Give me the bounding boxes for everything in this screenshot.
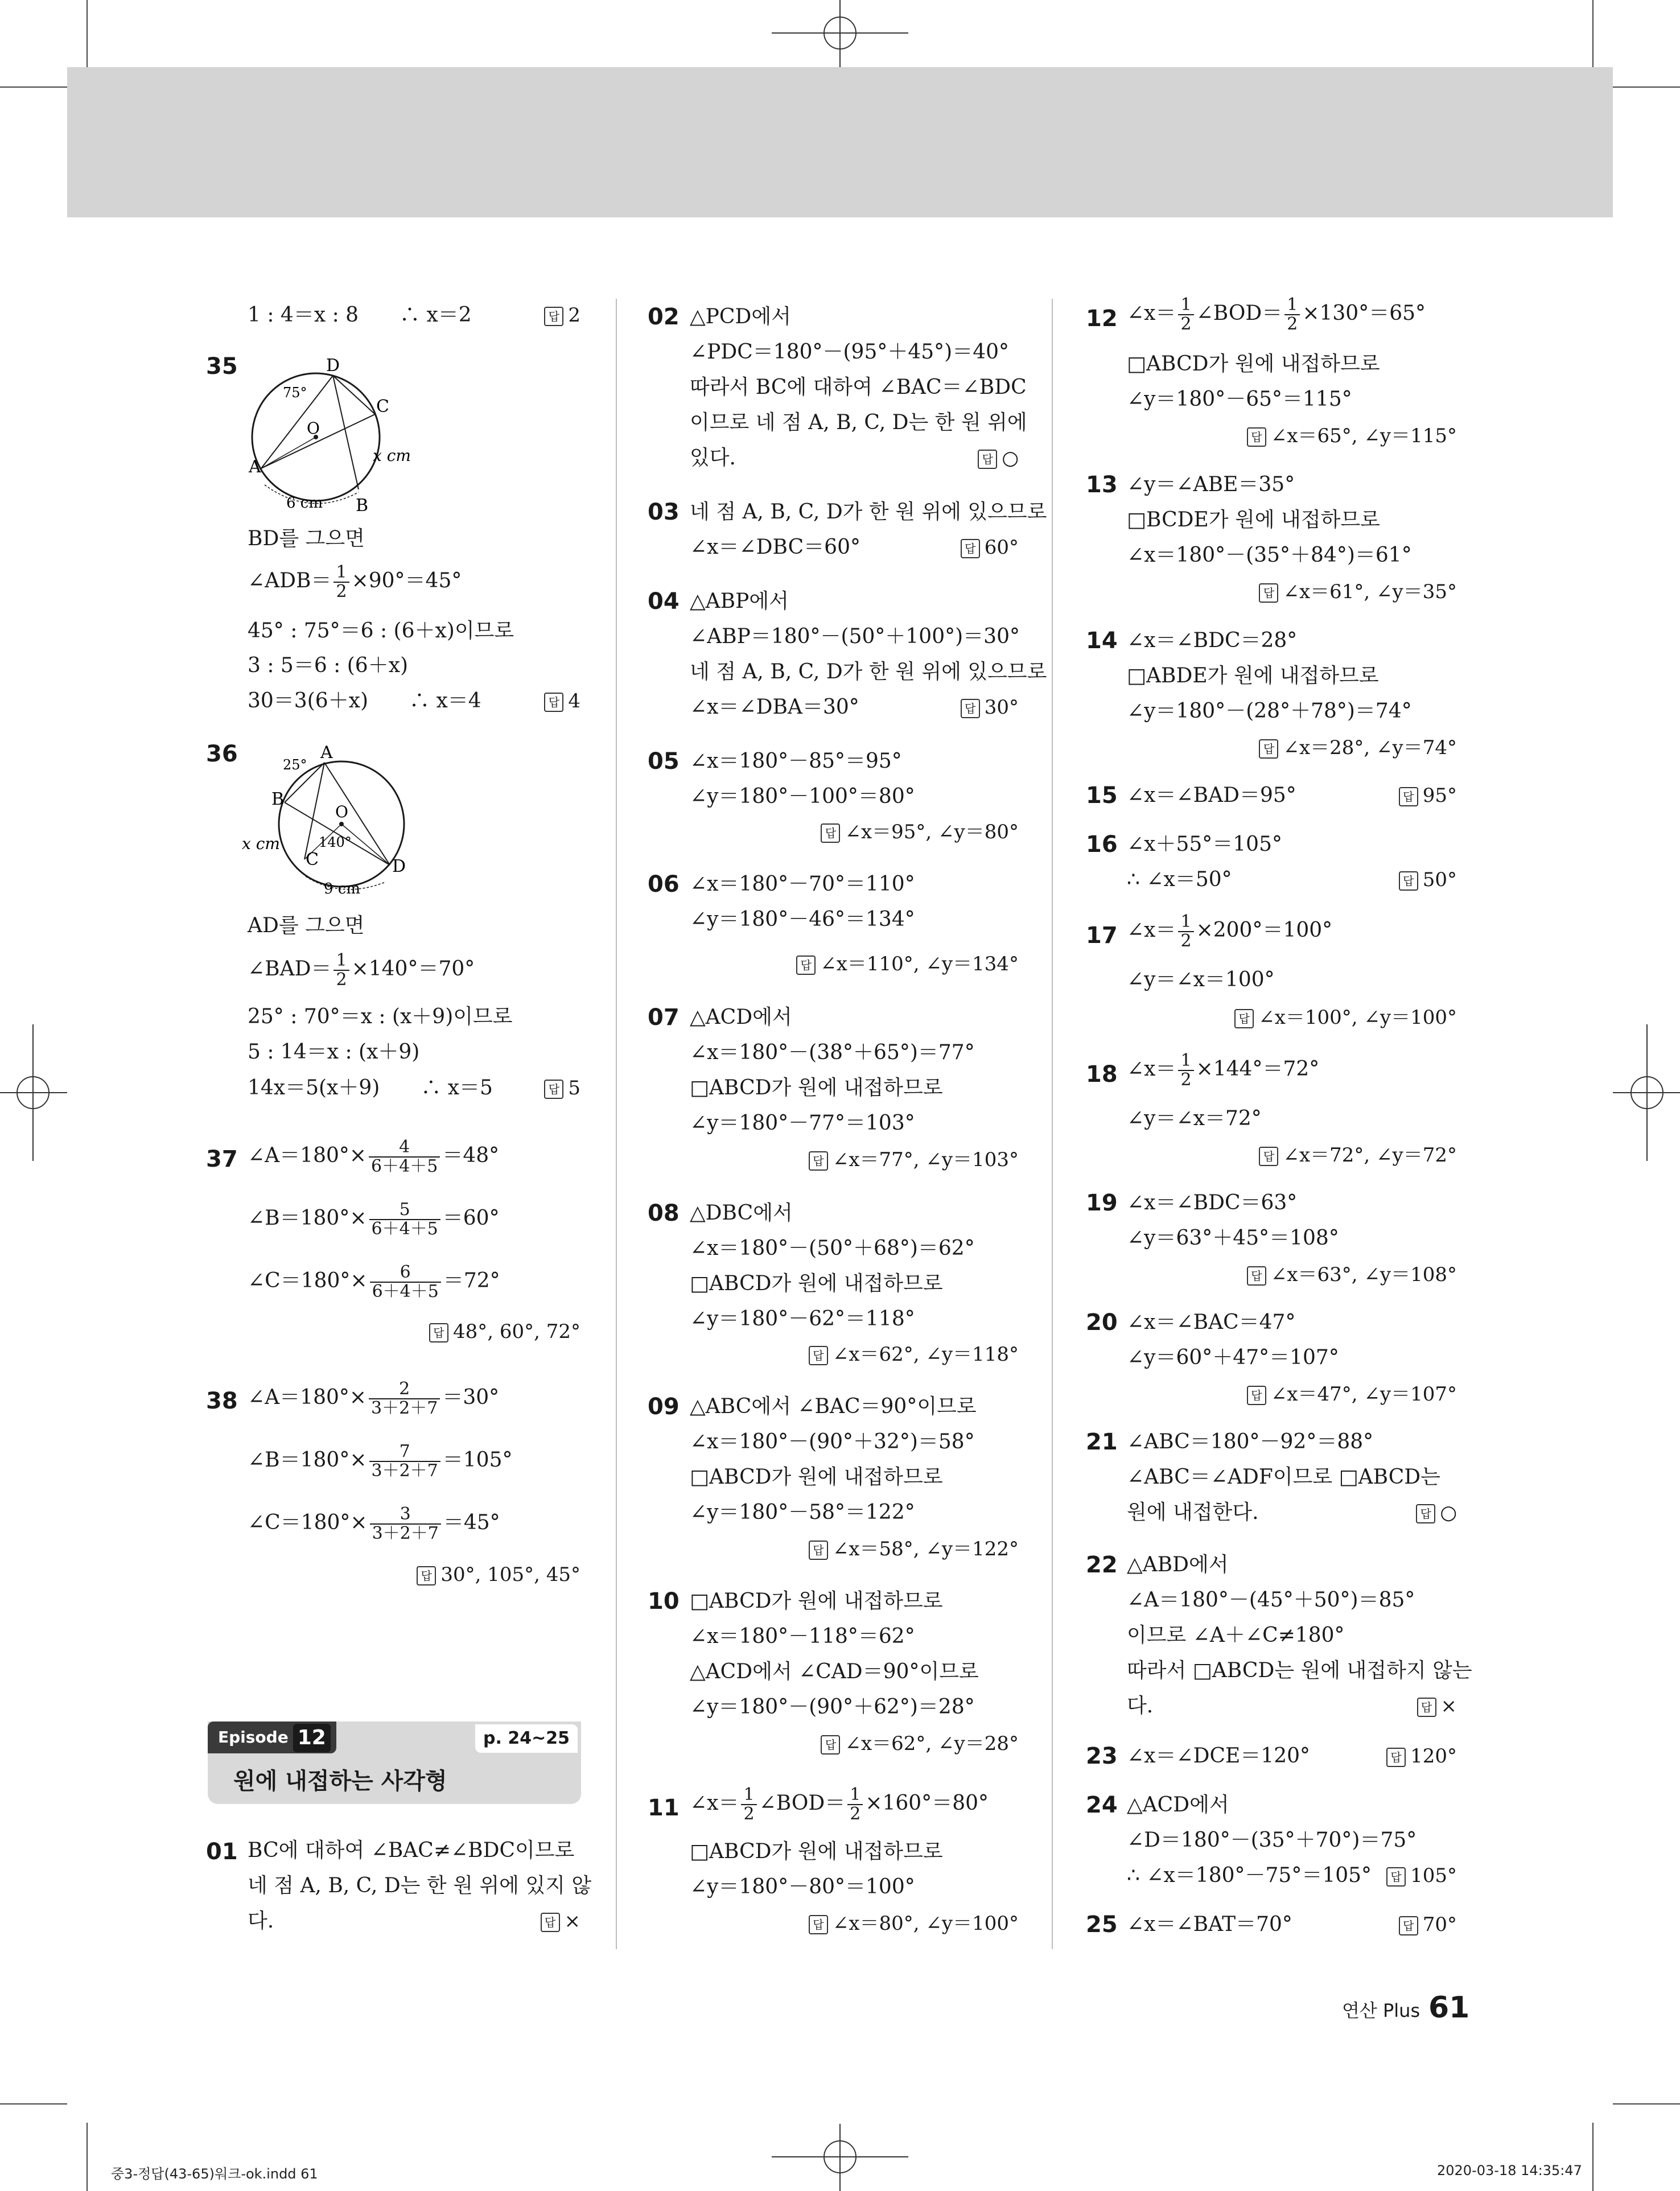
solution-line: 네 점 A, B, C, D는 한 원 위에 있지 않 xyxy=(248,1874,592,1897)
angle-label: 140° xyxy=(319,834,352,850)
problem-number: 21 xyxy=(1086,1429,1118,1455)
registration-mark-bottom xyxy=(772,2124,908,2191)
solution-line: □BCDE가 원에 내접하므로 xyxy=(1127,508,1380,532)
registration-mark-top xyxy=(772,0,908,67)
vertex-label: D xyxy=(392,856,406,876)
vertex-label: B xyxy=(271,789,285,809)
solution-line: ∠y＝180°－58°＝122° xyxy=(690,1501,915,1524)
solution-line: ∠x＝ $\frac{1}{2}$ ×144°＝72° xyxy=(1127,1051,1320,1090)
solution-line: ∠x＝180°－(50°＋68°)＝62° xyxy=(690,1237,975,1260)
episode-tab: Episode 12 xyxy=(208,1722,336,1753)
center-label: O xyxy=(307,419,320,438)
solution-line: 5 : 14＝x : (x＋9) xyxy=(248,1040,420,1064)
solution-line: ∠y＝180°－80°＝100° xyxy=(690,1875,915,1898)
solution-line: △ACD에서 xyxy=(1127,1793,1229,1817)
solution-line: 다. xyxy=(248,1909,274,1933)
file-info: 중3-정답(43-65)워크-ok.indd 61 xyxy=(111,2166,318,2182)
answer: 답 105° xyxy=(1354,1863,1457,1888)
solution-line: ∠y＝∠x＝72° xyxy=(1127,1107,1262,1130)
crop-mark xyxy=(87,0,88,67)
solution-line: ∠x＝ $\frac{1}{2}$ ∠BOD＝ $\frac{1}{2}$ ×160°＝80° xyxy=(690,1785,989,1824)
answer: 답 ○ xyxy=(928,446,1019,471)
answer: 답 ○ xyxy=(1366,1500,1457,1525)
solution-line: ∠y＝180°－65°＝115° xyxy=(1127,388,1352,411)
problem-number: 03 xyxy=(648,499,680,525)
solution-line: 네 점 A, B, C, D가 한 원 위에 있으므로 xyxy=(690,500,1047,524)
solution-line: ∠x＝∠DCE＝120° xyxy=(1127,1744,1311,1768)
solution-line: ∠x＝∠DBC＝60° xyxy=(690,536,860,559)
column-divider xyxy=(1052,299,1053,1949)
solution-line: 이므로 ∠A＋∠C≠180° xyxy=(1127,1624,1345,1647)
crop-mark xyxy=(1613,2103,1680,2104)
solution-line: □ABCD가 원에 내접하므로 xyxy=(690,1840,943,1863)
problem-number: 37 xyxy=(206,1146,238,1172)
problem-number: 06 xyxy=(648,871,680,897)
answer: 답 ∠x＝61°, ∠y＝35° xyxy=(1207,579,1457,604)
problem-number: 22 xyxy=(1086,1552,1118,1578)
solution-line: 이므로 네 점 A, B, C, D는 한 원 위에 xyxy=(690,411,1027,434)
solution-line: ∠x＝∠DBA＝30° xyxy=(690,695,859,719)
solution-line: ∠C＝180°× $\frac{3}{3+2+7}$ ＝45° xyxy=(248,1504,500,1543)
answer: 답 ∠x＝63°, ∠y＝108° xyxy=(1207,1262,1457,1287)
crop-mark xyxy=(1592,0,1593,67)
solution-line: △ABC에서 ∠BAC＝90°이므로 xyxy=(690,1395,977,1418)
answer: 답 5 xyxy=(507,1076,580,1101)
solution-line: ∠A＝180°－(45°＋50°)＝85° xyxy=(1127,1588,1415,1612)
solution-line: ∠x＝180°－70°＝110° xyxy=(690,872,915,896)
answer: 답 60° xyxy=(928,535,1019,560)
angle-label: 25° xyxy=(283,757,307,773)
solution-line: ∠y＝∠x＝100° xyxy=(1127,968,1275,991)
length-label: 6 cm xyxy=(286,495,323,512)
page-number: 61 xyxy=(1428,1991,1470,2025)
solution-line: □ABCD가 원에 내접하므로 xyxy=(690,1465,943,1489)
answer: 답 30°, 105°, 45° xyxy=(410,1562,580,1587)
crop-mark xyxy=(1592,2123,1593,2191)
solution-line: ∠BAD＝ $\frac{1}{2}$ ×140°＝70° xyxy=(248,950,475,990)
problem-number: 35 xyxy=(206,353,238,380)
answer: 답 70° xyxy=(1366,1912,1457,1937)
angle-label: 75° xyxy=(283,385,307,401)
problem-number: 11 xyxy=(648,1795,680,1821)
solution-line: ∠y＝180°－77°＝103° xyxy=(690,1111,915,1135)
answer: 답 4 xyxy=(507,689,580,714)
solution-line: △ACD에서 xyxy=(690,1006,792,1029)
problem-number: 18 xyxy=(1086,1061,1118,1088)
solution-line: BC에 대하여 ∠BAC≠∠BDC이므로 xyxy=(248,1839,575,1862)
solution-line: □ABCD가 원에 내접하므로 xyxy=(690,1589,943,1613)
solution-line: ∠ABC＝∠ADF이므로 □ABCD는 xyxy=(1127,1465,1440,1489)
answer: 답 ∠x＝28°, ∠y＝74° xyxy=(1207,735,1457,760)
solution-line: ∠D＝180°－(35°＋70°)＝75° xyxy=(1127,1828,1417,1852)
problem-number: 08 xyxy=(648,1200,680,1226)
solution-line: ∠x＝∠BDC＝28° xyxy=(1127,629,1298,652)
solution-line: ∠x＝∠BDC＝63° xyxy=(1127,1191,1298,1214)
vertex-label: C xyxy=(306,850,319,870)
answer: 답 ∠x＝72°, ∠y＝72° xyxy=(1207,1143,1457,1168)
problem-number: 04 xyxy=(648,588,680,615)
solution-line: △PCD에서 xyxy=(690,305,791,328)
length-label: 9 cm xyxy=(324,880,361,897)
solution-line: ∠y＝180°－(28°＋78°)＝74° xyxy=(1127,699,1412,723)
problem-number: 38 xyxy=(206,1388,238,1414)
header-band xyxy=(67,67,1613,217)
answer: 답 48°, 60°, 72° xyxy=(410,1319,580,1344)
solution-line: △ABP에서 xyxy=(690,590,789,613)
answer: 답 ∠x＝80°, ∠y＝100° xyxy=(768,1911,1019,1936)
solution-line: ∠x＝180°－(38°＋65°)＝77° xyxy=(690,1041,975,1064)
column-divider xyxy=(616,299,617,1949)
problem-number: 16 xyxy=(1086,831,1118,858)
answer: 답 ∠x＝58°, ∠y＝122° xyxy=(768,1537,1019,1562)
solution-line: ∠ADB＝ $\frac{1}{2}$ ×90°＝45° xyxy=(248,562,462,602)
vertex-label: A xyxy=(320,743,333,763)
registration-mark-right xyxy=(1613,1024,1680,1161)
problem-number: 02 xyxy=(648,304,680,330)
problem-number: 05 xyxy=(648,748,680,775)
solution-line: 다. xyxy=(1127,1694,1154,1718)
solution-line: ∠ABC＝180°－92°＝88° xyxy=(1127,1430,1374,1453)
solution-line: BD를 그으면 xyxy=(248,527,365,550)
answer: 답 ∠x＝62°, ∠y＝118° xyxy=(768,1342,1019,1367)
solution-line: 있다. xyxy=(690,446,736,470)
solution-line: 원에 내접한다. xyxy=(1127,1501,1259,1524)
answer: 답 ∠x＝77°, ∠y＝103° xyxy=(768,1147,1019,1172)
solution-line: ∠y＝60°＋47°＝107° xyxy=(1127,1346,1339,1369)
solution-line: ∴ ∠x＝180°－75°＝105° xyxy=(1127,1864,1372,1887)
problem-number: 17 xyxy=(1086,922,1118,949)
timestamp: 2020-03-18 14:35:47 xyxy=(1437,2163,1582,2178)
solution-line: ∠B＝180°× $\frac{5}{6+4+5}$ ＝60° xyxy=(248,1200,500,1239)
solution-line: ∠x＝∠BAT＝70° xyxy=(1127,1913,1292,1936)
solution-line: ∠y＝∠ABE＝35° xyxy=(1127,473,1295,496)
solution-line: ∠x＝∠BAC＝47° xyxy=(1127,1311,1296,1334)
problem-number: 12 xyxy=(1086,306,1118,332)
solution-line: ∠x＝180°－85°＝95° xyxy=(690,749,902,773)
circle-figure-35 xyxy=(242,353,430,518)
solution-line: ∠y＝180°－62°＝118° xyxy=(690,1307,915,1331)
solution-line: 25° : 70°＝x : (x＋9)이므로 xyxy=(248,1005,513,1028)
crop-mark xyxy=(87,2123,88,2191)
solution-line: ∠B＝180°× $\frac{7}{3+2+7}$ ＝105° xyxy=(248,1442,513,1481)
solution-line: ∠x＋55°＝105° xyxy=(1127,833,1282,856)
problem-number: 07 xyxy=(648,1004,680,1031)
solution-line: ∠x＝ $\frac{1}{2}$ ×200°＝100° xyxy=(1127,912,1333,951)
solution-line: AD를 그으면 xyxy=(248,914,365,937)
problem-number: 15 xyxy=(1086,782,1118,809)
problem-number: 24 xyxy=(1086,1792,1118,1818)
solution-line: ∠x＝ $\frac{1}{2}$ ∠BOD＝ $\frac{1}{2}$ ×130°＝65° xyxy=(1127,295,1426,334)
answer: 답 ∠x＝47°, ∠y＝107° xyxy=(1207,1382,1457,1407)
answer: 답 × xyxy=(507,1909,580,1934)
problem-number: 09 xyxy=(648,1394,680,1420)
solution-line: △DBC에서 xyxy=(690,1201,793,1225)
answer: 답 120° xyxy=(1354,1744,1457,1769)
answer: 답 30° xyxy=(928,695,1019,720)
solution-line: ∠A＝180°× $\frac{2}{3+2+7}$ ＝30° xyxy=(248,1379,500,1418)
circle-figure-36 xyxy=(242,740,424,905)
solution-line: ∠y＝180°－(90°＋62°)＝28° xyxy=(690,1695,975,1719)
vertex-label: D xyxy=(326,356,340,376)
answer: 답 ∠x＝95°, ∠y＝80° xyxy=(791,819,1019,845)
solution-line: ∠x＝∠BAD＝95° xyxy=(1127,784,1296,807)
solution-line: 따라서 □ABCD는 원에 내접하지 않는 xyxy=(1127,1659,1472,1682)
solution-line: 30＝3(6＋x) ∴ x＝4 xyxy=(248,689,481,713)
answer: 답 ∠x＝62°, ∠y＝28° xyxy=(768,1731,1019,1756)
vertex-label: A xyxy=(249,457,261,477)
crop-mark xyxy=(1613,87,1680,88)
solution-line: 14x＝5(x＋9) ∴ x＝5 xyxy=(248,1076,493,1099)
solution-line: □ABCD가 원에 내접하므로 xyxy=(1127,352,1380,376)
solution-line: 따라서 BC에 대하여 ∠BAC＝∠BDC xyxy=(690,376,1027,399)
solution-line: ∠x＝180°－(90°＋32°)＝58° xyxy=(690,1430,975,1453)
solution-line: ∴ ∠x＝50° xyxy=(1127,868,1232,891)
length-label: x cm xyxy=(242,834,280,853)
problem-number: 13 xyxy=(1086,472,1118,498)
solution-line: ∠y＝180°－46°＝134° xyxy=(690,908,915,931)
solution-line: ∠y＝180°－100°＝80° xyxy=(690,785,915,808)
problem-number: 10 xyxy=(648,1588,680,1615)
solution-line: △ACD에서 ∠CAD＝90°이므로 xyxy=(690,1660,979,1683)
problem-number: 14 xyxy=(1086,628,1118,654)
problem-number: 23 xyxy=(1086,1743,1118,1769)
solution-line: 3 : 5＝6 : (6＋x) xyxy=(248,654,409,677)
solution-line: □ABCD가 원에 내접하므로 xyxy=(690,1272,943,1295)
solution-line: ∠x＝180°－(35°＋84°)＝61° xyxy=(1127,543,1412,567)
answer: 답 2 xyxy=(507,303,580,328)
solution-line: 45° : 75°＝6 : (6＋x)이므로 xyxy=(248,619,514,643)
problem-number: 01 xyxy=(206,1839,238,1865)
answer: 답 50° xyxy=(1366,867,1457,892)
solution-line: ∠x＝180°－118°＝62° xyxy=(690,1625,915,1648)
solution-line: ∠C＝180°× $\frac{6}{6+4+5}$ ＝72° xyxy=(248,1262,500,1302)
answer: 답 95° xyxy=(1366,783,1457,808)
problem-number: 20 xyxy=(1086,1309,1118,1336)
vertex-label: B xyxy=(356,496,369,516)
registration-mark-left xyxy=(0,1024,67,1161)
solution-line: △ABD에서 xyxy=(1127,1553,1229,1576)
episode-page-range: p. 24~25 xyxy=(475,1724,578,1753)
answer: 답 ∠x＝110°, ∠y＝134° xyxy=(768,952,1019,977)
answer: 답 ∠x＝65°, ∠y＝115° xyxy=(1207,423,1457,448)
solution-line: 1 : 4＝x : 8 ∴ x＝2 xyxy=(248,303,472,327)
answer: 답 ∠x＝100°, ∠y＝100° xyxy=(1184,1005,1457,1030)
solution-line: □ABCD가 원에 내접하므로 xyxy=(690,1076,943,1099)
center-label: O xyxy=(335,802,348,821)
vertex-label: C xyxy=(376,397,389,417)
page-label: 연산 Plus xyxy=(1342,2000,1420,2021)
problem-number: 19 xyxy=(1086,1190,1118,1216)
problem-number: 36 xyxy=(206,741,238,767)
solution-line: 네 점 A, B, C, D가 한 원 위에 있으므로 xyxy=(690,660,1047,683)
solution-line: □ABDE가 원에 내접하므로 xyxy=(1127,664,1379,687)
answer: 답 × xyxy=(1366,1694,1457,1719)
solution-line: ∠A＝180°× $\frac{4}{6+4+5}$ ＝48° xyxy=(248,1137,500,1176)
length-label: x cm xyxy=(373,446,411,465)
episode-title: 원에 내접하는 사각형 xyxy=(233,1768,447,1794)
solution-line: ∠PDC＝180°－(95°＋45°)＝40° xyxy=(690,340,1010,364)
crop-mark xyxy=(0,87,67,88)
problem-number: 25 xyxy=(1086,1912,1118,1938)
solution-line: ∠ABP＝180°－(50°＋100°)＝30° xyxy=(690,625,1020,648)
crop-mark xyxy=(0,2103,67,2104)
solution-line: ∠y＝63°＋45°＝108° xyxy=(1127,1226,1339,1250)
